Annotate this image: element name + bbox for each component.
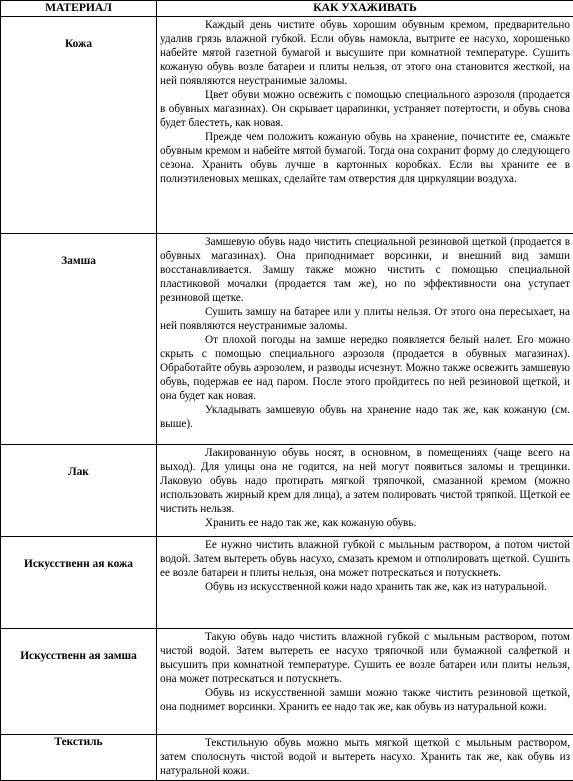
care-column-header: КАК УХАЖИВАТЬ [157,1,573,17]
table-row-textile [1,735,573,781]
care-paragraph: Лакированную обувь носят, в основном, в помещениях (чаще всего на выход). Для улицы она не годится, на ней могут появиться заломы и трещинки. Лаковую обувь надо протирать мягкой тряпочкой, смазанной кремом (можно использовать жирный крем для лица), а затем полировать чистой тряпкой. Щеткой ее чистить нельзя. [160,446,570,516]
care-cell [157,17,573,234]
care-paragraph: Замшевую обувь надо чистить специальной резиновой щеткой (продается в обувных магазинах). Она приподнимает ворсинки, и внешний вид замши восстанавливается. Замшу также можно чистить с помощью специальной пластиковой мочалки (продается там же), но по эффективности она уступает резиновой щетке. [160,235,570,305]
material-cell: Искусственн ая замша [1,629,157,735]
care-paragraph: Такую обувь надо чистить влажной губкой с мыльным раствором, потом чистой водой. Затем вытереть ее насухо тряпочкой или бумажной салфеткой и высушить при комнатной температуре. Сушить ее возле батареи или плиты нельзя, она может потрескаться и потускнеть. [160,630,570,686]
table-row-faux-leather [1,537,573,629]
care-paragraph: Обувь из искусственной кожи надо хранить так же, как из натуральной. [160,580,570,594]
care-paragraph: Ее нужно чистить влажной губкой с мыльным раствором, а потом чистой водой. Затем вытереть обувь насухо, смазать кремом и отполировать щеткой. Сушить ее возле батареи и плиты нельзя, она может потрескаться и потускнеть. [160,538,570,580]
care-paragraph: Цвет обуви можно освежить с помощью специального аэрозоля (продается в обувных магазинах). Он скрывает царапинки, устраняет потертости, и обувь снова будет блестеть, как новая. [160,88,570,130]
care-paragraph: Прежде чем положить кожаную обувь на хранение, почистите ее, смажьте обувным кремом и набейте мятой бумагой. Тогда она сохранит форму до следующего сезона. Хранить обувь лучше в картонных коробках. Если вы храните ее в полиэтиленовых мешках, сделайте там отверстия для циркуляции воздуха. [160,130,570,186]
material-cell: Искусственн ая кожа [1,537,157,629]
table-row-leather [1,17,573,234]
care-cell [157,629,573,735]
care-paragraph: Текстильную обувь можно мыть мягкой щеткой с мыльным раствором, затем сполоснуть чистой водой и вытереть насухо. Хранить так же, как обувь из натуральной кожи. [160,736,570,778]
material-column-header: МАТЕРИАЛ [1,1,157,17]
material-cell: Кожа [1,17,157,234]
table-row-patent [1,445,573,537]
table-row-faux-suede [1,629,573,735]
care-paragraph: Укладывать замшевую обувь на хранение надо так же, как кожаную (см. выше). [160,403,570,431]
header-row [1,1,573,17]
care-cell [157,234,573,445]
care-paragraph: От плохой погоды на замше нередко появляется белый налет. Его можно скрыть с помощью специального аэрозоля (продается в обувных магазинах). Обработайте обувь аэрозолем, и разводы исчезнут. Можно также освежить замшевую обувь, подержав ее над паром. После этого пройдитесь по ней резиновой щеткой, и она будет как новая. [160,333,570,403]
care-paragraph: Хранить ее надо так же, как кожаную обувь. [160,516,570,530]
care-cell [157,735,573,781]
care-paragraph: Каждый день чистите обувь хорошим обувным кремом, предварительно удалив грязь влажной губкой. Если обувь намокла, вытрите ее насухо, хорошенько набейте мятой газетной бумагой и высушите при комнатной температуре. Сушить кожаную обувь возле батареи и плиты нельзя, от этого она становится жесткой, на ней появляются неустранимые заломы. [160,18,570,88]
material-cell: Текстиль [1,735,157,781]
care-paragraph: Сушить замшу на батарее или у плиты нельзя. От этого она пересыхает, на ней появляются неустранимые заломы. [160,305,570,333]
care-cell [157,445,573,537]
material-cell: Замша [1,234,157,445]
material-cell: Лак [1,445,157,537]
table-row-suede [1,234,573,445]
care-cell [157,537,573,629]
care-paragraph: Обувь из искусственной замши можно также чистить резиновой щеткой, она поднимет ворсинки. Хранить ее надо так же, как обувь из натуральной кожи. [160,686,570,714]
